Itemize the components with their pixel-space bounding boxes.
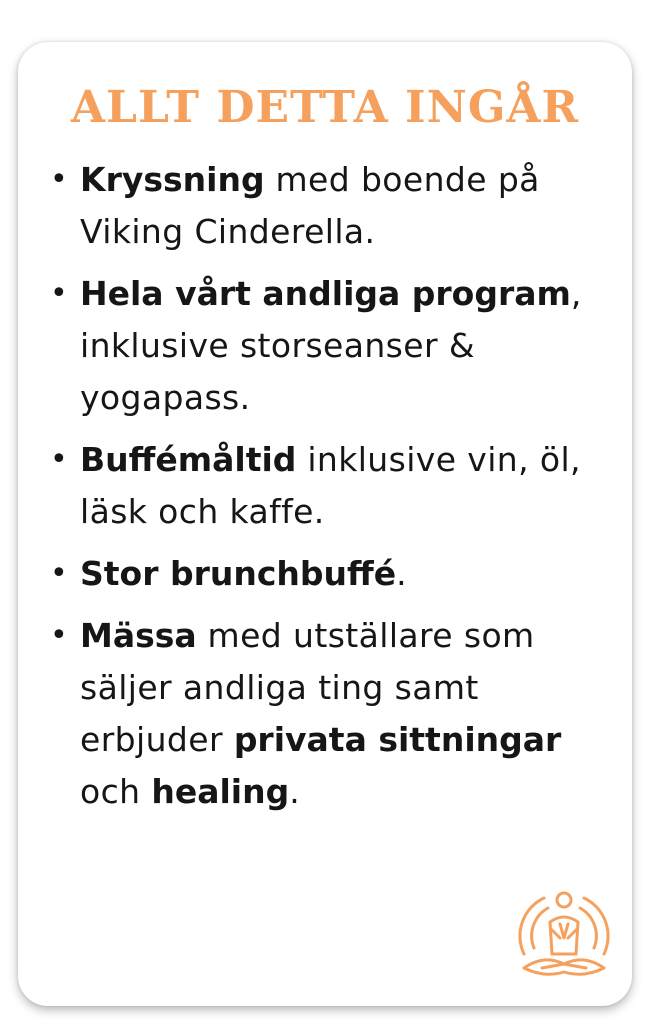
list-item-program <box>18 268 632 424</box>
item-text: inklusive vin, öl, läsk och kaffe. <box>80 440 581 531</box>
bullet-icon: • <box>50 618 69 653</box>
item-highlight: Hela vårt andliga program <box>80 274 571 313</box>
item-highlight: Kryssning <box>80 160 265 199</box>
item-text: . <box>396 554 408 593</box>
item-text: . <box>289 772 301 811</box>
meditating-person-icon <box>514 884 614 988</box>
list-item-fair <box>18 610 632 818</box>
bullet-icon: • <box>50 162 69 197</box>
item-highlight: Mässa <box>80 616 197 655</box>
item-highlight-sittings: privata sittningar <box>233 720 562 759</box>
list-item-buffet <box>18 434 632 538</box>
card-title: ALLT DETTA INGÅR <box>70 82 580 133</box>
included-list <box>18 154 632 828</box>
list-item-brunch <box>18 548 632 600</box>
info-card <box>18 42 632 1006</box>
bullet-icon: • <box>50 442 69 477</box>
list-item-cruise <box>18 154 632 258</box>
item-text: med boende på Viking Cinderella. <box>80 160 540 251</box>
item-highlight-healing: healing <box>151 772 290 811</box>
item-text: , inklusive storseanser & yogapass. <box>80 274 582 417</box>
bullet-icon: • <box>50 276 69 311</box>
bullet-icon: • <box>50 556 69 591</box>
item-highlight: Buffémåltid <box>80 440 297 479</box>
item-highlight: Stor brunchbuffé <box>80 554 397 593</box>
item-text: med utställare som säljer andliga ting samt erbjuder <box>80 616 535 759</box>
item-text: och <box>80 772 152 811</box>
